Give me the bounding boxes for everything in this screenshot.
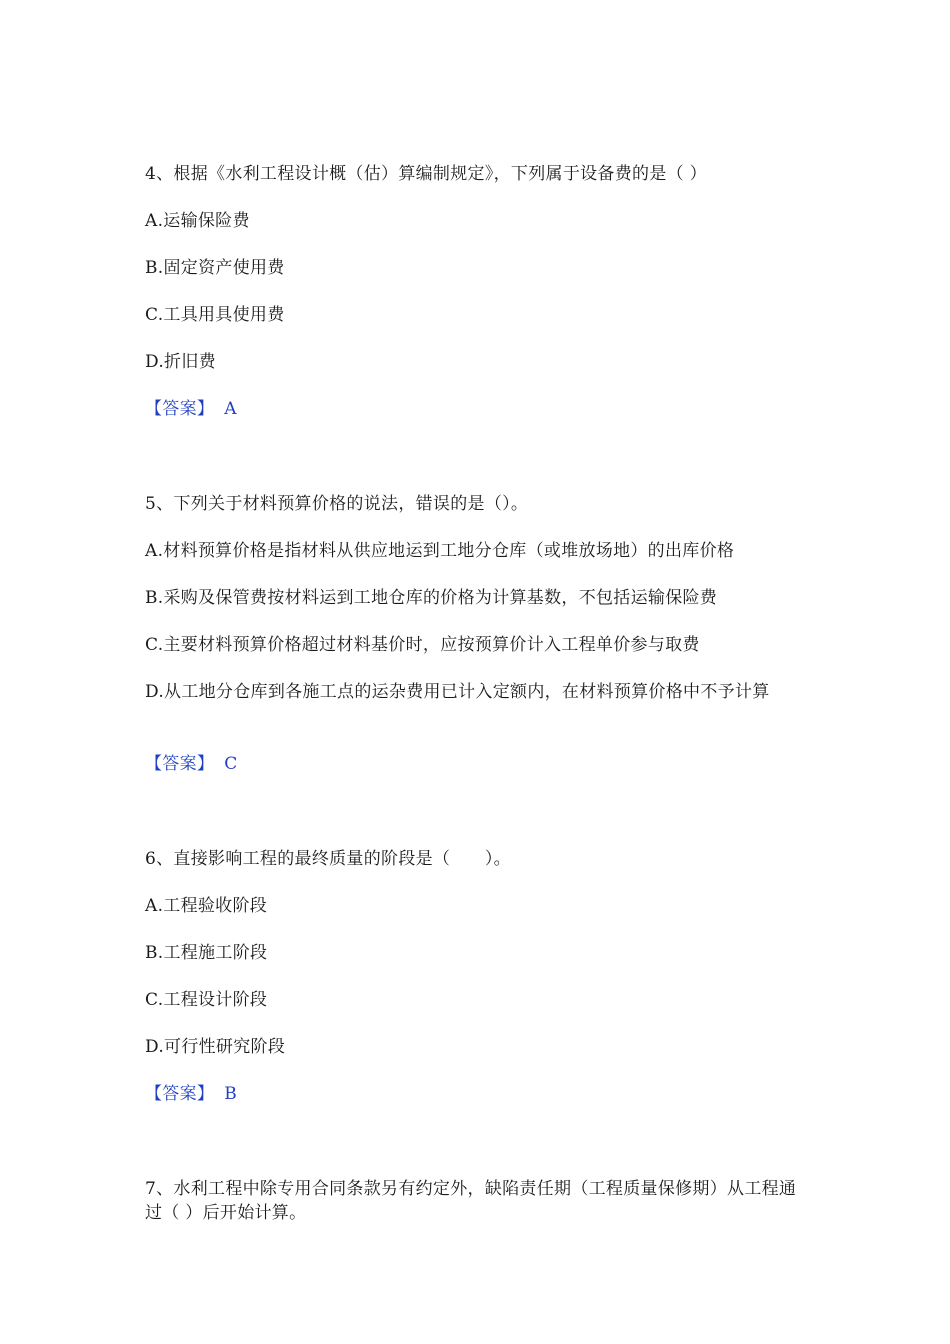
- question-6-option-d: D.可行性研究阶段: [145, 1037, 286, 1057]
- answer-value: C: [224, 754, 238, 774]
- answer-label: 【答案】: [145, 754, 215, 774]
- answer-label: 【答案】: [145, 1084, 215, 1104]
- question-6-option-b: B.工程施工阶段: [145, 943, 268, 963]
- question-4-option-b: B.固定资产使用费: [145, 258, 285, 278]
- answer-value: A: [224, 399, 237, 419]
- answer-label: 【答案】: [145, 399, 215, 419]
- question-4-option-a: A.运输保险费: [145, 211, 250, 231]
- question-5-option-a: A.材料预算价格是指材料从供应地运到工地分仓库（或堆放场地）的出库价格: [145, 541, 735, 561]
- question-5-option-b: B.采购及保管费按材料运到工地仓库的价格为计算基数，不包括运输保险费: [145, 588, 718, 608]
- question-4-option-d: D.折旧费: [145, 352, 216, 372]
- question-5-option-d: D.从工地分仓库到各施工点的运杂费用已计入定额内，在材料预算价格中不予计算: [145, 682, 770, 702]
- question-6-answer: [145, 1082, 237, 1106]
- question-5-answer: [145, 752, 238, 776]
- question-7-stem: 7、水利工程中除专用合同条款另有约定外，缺陷责任期（工程质量保修期）从工程通过（ ）后开始计算。: [145, 1179, 797, 1223]
- question-4-answer: [145, 397, 237, 421]
- answer-value: B: [224, 1084, 237, 1104]
- question-6-option-a: A.工程验收阶段: [145, 896, 268, 916]
- question-4-option-c: C.工具用具使用费: [145, 305, 285, 325]
- question-6-option-c: C.工程设计阶段: [145, 990, 268, 1010]
- question-5-option-c: C.主要材料预算价格超过材料基价时，应按预算价计入工程单价参与取费: [145, 635, 700, 655]
- question-5-stem: 5、下列关于材料预算价格的说法，错误的是（）。: [145, 494, 529, 514]
- question-6-stem: 6、直接影响工程的最终质量的阶段是（ ）。: [145, 849, 511, 869]
- question-4-stem: 4、根据《水利工程设计概（估）算编制规定》，下列属于设备费的是（ ）: [145, 164, 707, 184]
